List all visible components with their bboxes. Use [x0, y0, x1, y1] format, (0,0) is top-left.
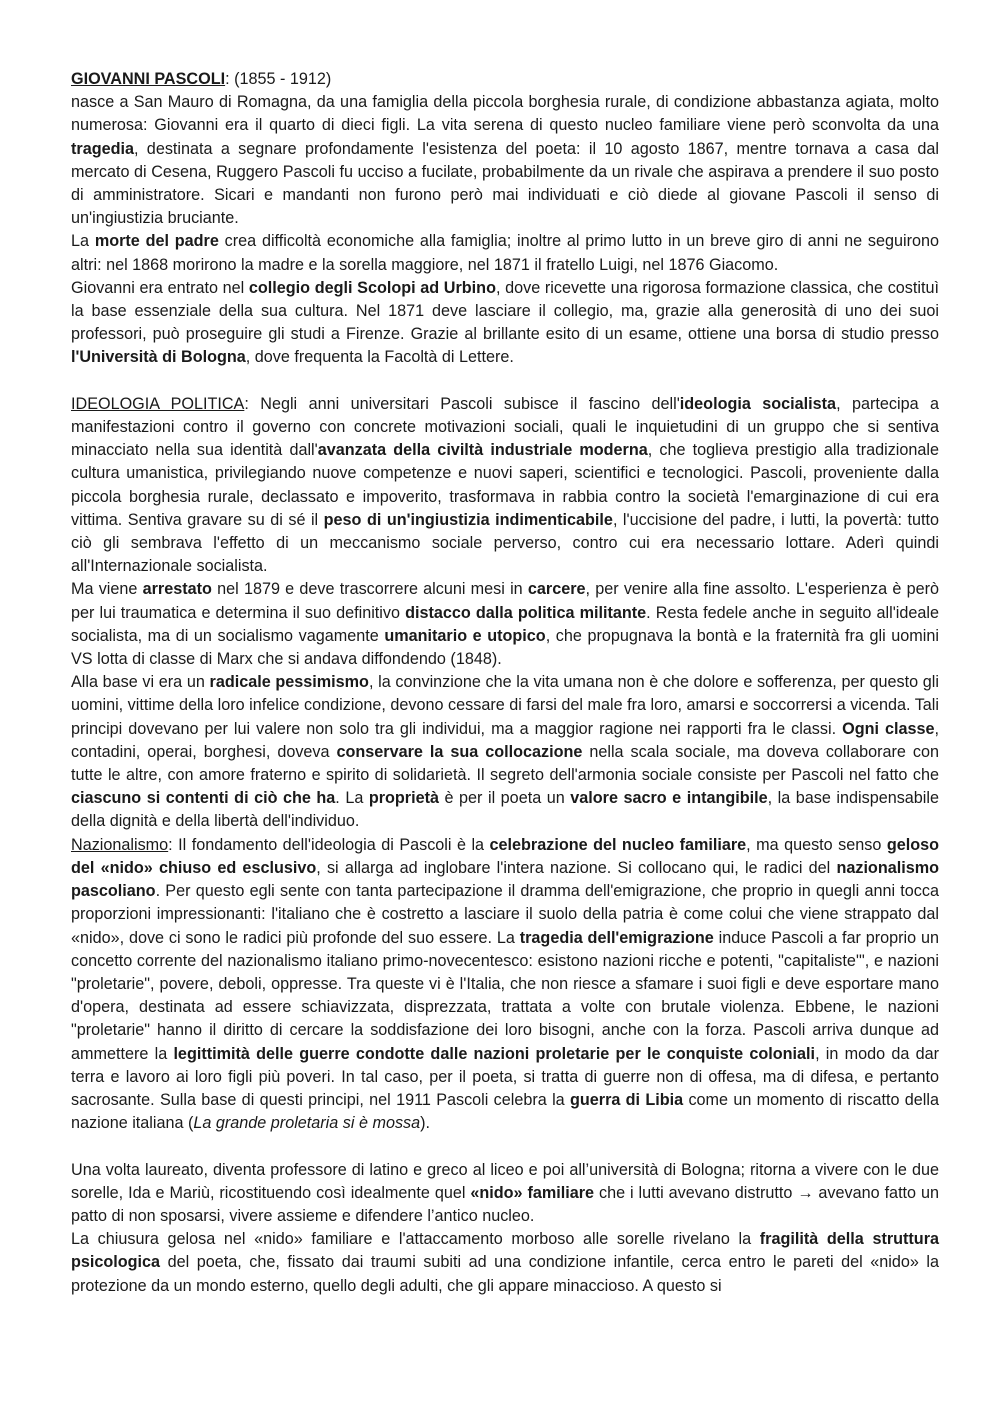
bold-text: nazionalismo pascoliano: [71, 858, 939, 901]
text-run: . Resta fedele anche in seguito all'ideale socialista, ma di un socialismo vagamente: [71, 603, 940, 645]
bold-text: collegio degli Scolopi ad Urbino: [248, 278, 496, 297]
text-run: , dove ricevette una rigorosa formazione classica, che costituì la base essenziale della sua cultura. Nel 1871 deve lasciare il collegio, ma, grazie alla generosità di uno dei suoi professori, può proseguire gli studi a Firenze. Grazie al brillante esito di un esame, ottiene una borsa di studio presso: [71, 278, 939, 344]
text-run: , destinata a segnare profondamente l'esistenza del poeta: il 10 agosto 1867, mentre tornava a casa dal mercato di Cesena, Ruggero Pascoli fu ucciso a fucilate, probabilmente da un rivale che aspirava a prendere il suo posto di amministratore. Sicari e mandanti non furono però mai individuati e ciò diede al giovane Pascoli il senso di un'ingiustizia bruciante.: [71, 139, 939, 228]
bold-text: «nido» familiare: [470, 1183, 595, 1202]
text-run: , l'uccisione del padre, i lutti, la povertà: tutto ciò gli sembrava l'effetto di un meccanismo sociale perverso, contro cui era necessario lottare. Aderì quindi all'Internazionale socialista.: [71, 510, 939, 576]
text-run: Ma viene: [71, 580, 143, 599]
paragraph: [71, 91, 939, 230]
bold-text: arrestato: [142, 580, 212, 599]
bold-text: radicale pessimismo: [209, 673, 369, 692]
paragraph: [71, 1228, 939, 1298]
bold-text: legittimità delle guerre condotte dalle nazioni proletarie per le conquiste coloniali: [173, 1044, 816, 1063]
paragraph: [71, 578, 939, 671]
document-title: GIOVANNI PASCOLI: [71, 70, 226, 88]
text-run: , che propugnava la bontà e la fraternità fra gli uomini VS lotta di classe di Marx che si andava diffondendo (1848).: [71, 626, 939, 669]
text-run: . Per questo egli sente con tanta partecipazione il dramma dell'emigrazione, che proprio in quegli anni tocca proporzioni impressionanti: l'italiano che è costretto a lasciare il suolo della patria è come colui che viene strappato dal «nido», dove ci sono le radici più profonde del suo essere. La: [71, 882, 939, 947]
body-text: [71, 91, 939, 1298]
text-run: crea difficoltà economiche alla famiglia; inoltre al primo lutto in un breve giro di anni ne seguirono altri: nel 1868 morirono la madre e la sorella maggiore, nel 1871 il fratello Luigi, nel 1876 Giacomo.: [71, 232, 939, 274]
text-run: , per venire alla fine assolto. L'esperienza è però per lui traumatica e determina il suo definitivo: [71, 580, 939, 622]
text-run: nel 1879 e deve trascorrere alcuni mesi in: [211, 580, 528, 599]
bold-text: tragedia dell'emigrazione: [519, 928, 714, 947]
text-run: , la base indispensabile della dignità e della libertà dell'individuo.: [71, 789, 939, 831]
bold-text: peso di un'ingiustizia indimenticabile: [323, 510, 613, 529]
paragraph: [71, 393, 939, 579]
text-run: che i lutti avevano distrutto → avevano fatto un patto di non sposarsi, vivere assieme e difendere l’antico nucleo.: [71, 1183, 939, 1225]
text-run: nella scala sociale, ma doveva collaborare con tutte le altre, con amore fraterno e spirito di solidarietà. Il segreto dell'armonia sociale consiste per Pascoli nel fatto che: [71, 742, 939, 785]
document-page: [71, 68, 939, 1298]
text-run: induce Pascoli a far proprio un concetto corrente del nazionalismo italiano primo-novecentesco: esistono nazioni ricche e potenti, "capitaliste'", e nazioni "proletarie", povere, deboli, oppresse. Tra queste vi è l'Italia, che non riesce a sfamare i suoi figli e deve esportare mano d'opera, destinata ad essere schiavizzata, disprezzata, trattata a volte con brutale violenza. Ebbene, le nazioni "proletarie" hanno il diritto di cercare la soddisfazione dei loro bisogni, anche con la forza. Pascoli arriva dunque ad ammettere la: [71, 928, 939, 1063]
text-run: Giovanni era entrato nel: [71, 278, 249, 297]
text-run: , che toglieva prestigio alla tradizionale cultura umanistica, privilegiando nuove competenze e nuovi saperi, scientifici e tecnologici. Pascoli, proveniente dalla piccola borghesia rurale, declassato e impoverito, trasformava in rabbia contro la società l'emarginazione di cui era vittima. Sentiva gravare su di sé il: [71, 441, 940, 529]
section-label: Nazionalismo: [71, 835, 169, 854]
text-run: La: [71, 232, 95, 251]
bold-text: morte del padre: [94, 232, 219, 251]
text-run: , in modo da dar terra e lavoro ai loro figli più poveri. In tal caso, per il poeta, si tratta di guerre non di offesa, ma di difesa, e pertanto sacrosante. Sulla base di questi principi, nel 1911 Pascoli celebra la: [71, 1044, 939, 1109]
bold-text: l'Università di Bologna: [71, 348, 246, 367]
bold-text: Ogni classe: [842, 719, 935, 738]
lifespan-dates: : (1855 - 1912): [225, 70, 332, 88]
bold-text: celebrazione del nucleo familiare: [489, 835, 747, 854]
text-run: , ma questo senso: [746, 835, 887, 854]
text-run: ).: [420, 1114, 431, 1133]
bold-text: valore sacro e intangibile: [570, 789, 768, 808]
text-run: . La: [335, 789, 369, 808]
text-run: , partecipa a manifestazioni contro il governo con concrete motivazioni sociali, quali le inquietudini di un gruppo che si sentiva minacciato nella sua identità dall': [71, 394, 939, 460]
bold-text: conservare la sua collocazione: [336, 742, 583, 761]
bold-text: carcere: [527, 580, 586, 599]
text-run: Alla base vi era un: [71, 673, 210, 692]
bold-text: distacco dalla politica militante: [405, 603, 647, 622]
text-run: Una volta laureato, diventa professore di latino e greco al liceo e poi all’università di Bologna; ritorna a vivere con le due sorelle, Ida e Mariù, ricostituendo così idealmente quel: [71, 1160, 939, 1202]
bold-text: ciascuno si contenti di ciò che ha: [71, 789, 336, 808]
paragraph: [71, 277, 939, 370]
text-run: nasce a San Mauro di Romagna, da una famiglia della piccola borghesia rurale, di condizione abbastanza agiata, molto numerosa: Giovanni era il quarto di dieci figli. La vita serena di questo nucleo familiare viene però sconvolta da una: [71, 93, 939, 135]
bold-text: tragedia: [71, 139, 134, 158]
section-label: IDEOLOGIA POLITICA: [71, 394, 245, 413]
bold-text: guerra di Libia: [569, 1090, 684, 1109]
bold-text: fragilità della struttura psicologica: [71, 1230, 939, 1272]
bold-text: geloso del «nido» chiuso ed esclusivo: [71, 835, 939, 877]
text-run: è per il poeta un: [439, 789, 571, 808]
bold-text: proprietà: [368, 789, 440, 808]
paragraph-gap: [71, 1135, 939, 1158]
text-run: , contadini, operai, borghesi, doveva: [71, 719, 939, 761]
heading-line: [71, 68, 939, 91]
text-run: del poeta, che, fissato dai traumi subiti ad una condizione infantile, cerca entro le pareti del «nido» la protezione da un mondo esterno, quello degli adulti, che gli appare minaccioso. A questo si: [71, 1253, 939, 1295]
text-run: come un momento di riscatto della nazione italiana (: [71, 1090, 940, 1133]
paragraph-gap: [71, 370, 939, 393]
text-run: : Negli anni universitari Pascoli subisce il fascino dell': [244, 394, 680, 413]
paragraph: [71, 1159, 939, 1229]
text-run: : Il fondamento dell'ideologia di Pascoli è la: [168, 835, 490, 854]
paragraph: [71, 671, 939, 833]
text-run: , la convinzione che la vita umana non è che dolore e sofferenza, per questo gli uomini, vittime della loro infelice condizione, devono cessare di farsi del male fra loro, amarsi e soccorrersi a vicenda. Tali principi dovevano per lui valere non solo tra gli individui, ma a maggior ragione nei rapporti fra le classi.: [71, 673, 939, 738]
italic-text: La grande proletaria si è mossa: [193, 1114, 421, 1133]
paragraph: [71, 230, 939, 276]
bold-text: ideologia socialista: [679, 394, 837, 413]
bold-text: umanitario e utopico: [384, 626, 546, 645]
bold-text: avanzata della civiltà industriale moderna: [317, 441, 648, 460]
text-run: , si allarga ad inglobare l'intera nazione. Si collocano qui, le radici del: [316, 858, 837, 877]
paragraph: [71, 834, 939, 1136]
text-run: , dove frequenta la Facoltà di Lettere.: [245, 348, 514, 367]
text-run: La chiusura gelosa nel «nido» familiare e l'attaccamento morboso alle sorelle rivelano la: [71, 1230, 760, 1249]
